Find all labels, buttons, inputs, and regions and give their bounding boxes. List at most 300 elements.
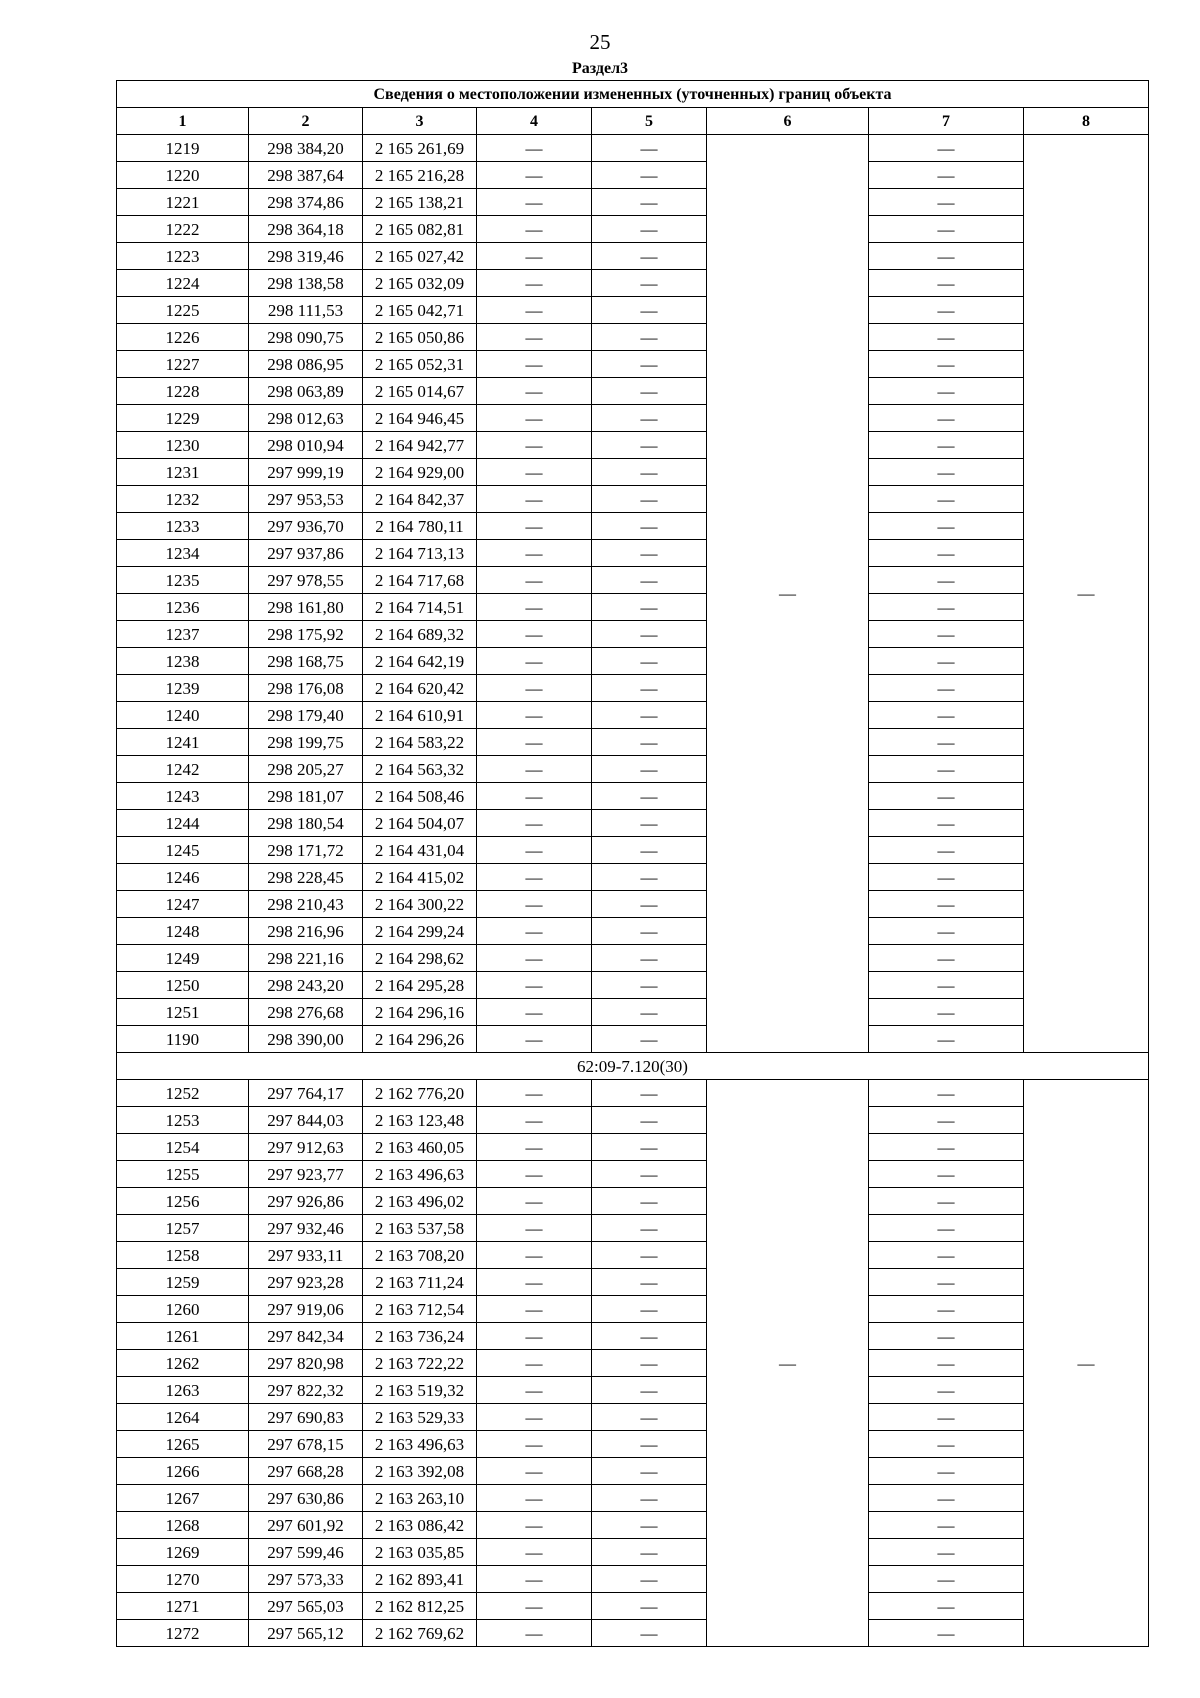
col4-dash: — [477,1026,592,1053]
col4-dash: — [477,1080,592,1107]
col7-dash: — [869,1350,1024,1377]
col5-dash: — [592,675,707,702]
col5-dash: — [592,1350,707,1377]
y-coordinate: 2 164 610,91 [363,702,477,729]
x-coordinate: 298 171,72 [249,837,363,864]
col5-dash: — [592,297,707,324]
x-coordinate: 297 933,11 [249,1242,363,1269]
column-header: 6 [707,108,869,135]
y-coordinate: 2 164 508,46 [363,783,477,810]
table-row [117,405,1149,432]
table-row [117,1242,1149,1269]
col5-dash: — [592,405,707,432]
y-coordinate: 2 164 929,00 [363,459,477,486]
table-row [117,1215,1149,1242]
point-number: 1246 [117,864,249,891]
y-coordinate: 2 164 296,26 [363,1026,477,1053]
point-number: 1224 [117,270,249,297]
y-coordinate: 2 164 300,22 [363,891,477,918]
x-coordinate: 297 599,46 [249,1539,363,1566]
table-body [117,135,1149,1647]
col4-dash: — [477,1458,592,1485]
col4-dash: — [477,864,592,891]
col7-dash: — [869,162,1024,189]
col7-dash: — [869,459,1024,486]
table-row [117,243,1149,270]
x-coordinate: 298 374,86 [249,189,363,216]
col7-dash: — [869,1404,1024,1431]
table-row [117,1188,1149,1215]
point-number: 1227 [117,351,249,378]
col4-dash: — [477,270,592,297]
y-coordinate: 2 163 519,32 [363,1377,477,1404]
point-number: 1226 [117,324,249,351]
point-number: 1252 [117,1080,249,1107]
col7-dash: — [869,837,1024,864]
col4-dash: — [477,729,592,756]
y-coordinate: 2 165 052,31 [363,351,477,378]
col7-dash: — [869,810,1024,837]
y-coordinate: 2 163 537,58 [363,1215,477,1242]
point-number: 1263 [117,1377,249,1404]
x-coordinate: 298 319,46 [249,243,363,270]
table-row [117,459,1149,486]
col5-dash: — [592,1269,707,1296]
table-row [117,162,1149,189]
point-number: 1244 [117,810,249,837]
table-row [117,1269,1149,1296]
col4-dash: — [477,1350,592,1377]
col4-dash: — [477,621,592,648]
table-row [117,783,1149,810]
col7-dash: — [869,1431,1024,1458]
x-coordinate: 297 919,06 [249,1296,363,1323]
boundary-coordinates-table [116,80,1149,1647]
table-row [117,135,1149,162]
table-row [117,432,1149,459]
col7-dash: — [869,891,1024,918]
col7-dash: — [869,1458,1024,1485]
col5-dash: — [592,486,707,513]
x-coordinate: 298 243,20 [249,972,363,999]
table-row [117,1404,1149,1431]
y-coordinate: 2 163 708,20 [363,1242,477,1269]
col7-dash: — [869,216,1024,243]
col5-dash: — [592,459,707,486]
y-coordinate: 2 163 035,85 [363,1539,477,1566]
col7-dash: — [869,1107,1024,1134]
x-coordinate: 298 086,95 [249,351,363,378]
table-row [117,1107,1149,1134]
point-number: 1255 [117,1161,249,1188]
y-coordinate: 2 164 620,42 [363,675,477,702]
y-coordinate: 2 163 712,54 [363,1296,477,1323]
y-coordinate: 2 165 138,21 [363,189,477,216]
col4-dash: — [477,1539,592,1566]
table-row [117,675,1149,702]
point-number: 1233 [117,513,249,540]
col7-dash: — [869,702,1024,729]
col5-dash: — [592,864,707,891]
col4-dash: — [477,945,592,972]
point-number: 1248 [117,918,249,945]
x-coordinate: 298 161,80 [249,594,363,621]
y-coordinate: 2 163 529,33 [363,1404,477,1431]
col5-dash: — [592,1080,707,1107]
x-coordinate: 297 764,17 [249,1080,363,1107]
x-coordinate: 297 923,77 [249,1161,363,1188]
col5-dash: — [592,243,707,270]
x-coordinate: 297 912,63 [249,1134,363,1161]
col4-dash: — [477,486,592,513]
col5-dash: — [592,1485,707,1512]
y-coordinate: 2 164 431,04 [363,837,477,864]
point-number: 1241 [117,729,249,756]
col4-dash: — [477,1593,592,1620]
col4-dash: — [477,1269,592,1296]
col5-dash: — [592,621,707,648]
col7-dash: — [869,1269,1024,1296]
point-number: 1268 [117,1512,249,1539]
col5-dash: — [592,135,707,162]
col7-dash: — [869,729,1024,756]
col4-dash: — [477,783,592,810]
col7-dash: — [869,675,1024,702]
col5-dash: — [592,756,707,783]
col4-dash: — [477,1377,592,1404]
col4-dash: — [477,513,592,540]
y-coordinate: 2 164 504,07 [363,810,477,837]
col7-dash: — [869,972,1024,999]
col5-dash: — [592,351,707,378]
cadastral-number: 62:09-7.120(30) [117,1053,1149,1080]
col7-dash: — [869,270,1024,297]
x-coordinate: 298 176,08 [249,675,363,702]
column-header: 5 [592,108,707,135]
col5-dash: — [592,216,707,243]
col4-dash: — [477,1296,592,1323]
x-coordinate: 298 010,94 [249,432,363,459]
col7-dash: — [869,405,1024,432]
col7-dash: — [869,567,1024,594]
col4-dash: — [477,702,592,729]
col7-dash: — [869,864,1024,891]
col4-dash: — [477,1620,592,1647]
table-row [117,567,1149,594]
col4-dash: — [477,1161,592,1188]
col5-dash: — [592,837,707,864]
x-coordinate: 298 384,20 [249,135,363,162]
table-row [117,324,1149,351]
table-row [117,729,1149,756]
point-number: 1250 [117,972,249,999]
col4-dash: — [477,1431,592,1458]
x-coordinate: 297 690,83 [249,1404,363,1431]
col7-dash: — [869,756,1024,783]
x-coordinate: 298 216,96 [249,918,363,945]
col7-dash: — [869,351,1024,378]
col7-dash: — [869,378,1024,405]
y-coordinate: 2 165 032,09 [363,270,477,297]
col4-dash: — [477,1134,592,1161]
col4-dash: — [477,567,592,594]
table-title: Сведения о местоположении измененных (уточненных) границ объекта [117,81,1149,108]
y-coordinate: 2 164 299,24 [363,918,477,945]
y-coordinate: 2 163 263,10 [363,1485,477,1512]
col4-dash: — [477,837,592,864]
col4-dash: — [477,1485,592,1512]
table-row [117,1134,1149,1161]
point-number: 1242 [117,756,249,783]
x-coordinate: 298 205,27 [249,756,363,783]
col5-dash: — [592,1296,707,1323]
table-row [117,702,1149,729]
col7-dash: — [869,513,1024,540]
col6-merged-dash: — [707,135,869,1053]
table-row [117,1458,1149,1485]
col4-dash: — [477,540,592,567]
table-row [117,1350,1149,1377]
col7-dash: — [869,1242,1024,1269]
point-number: 1243 [117,783,249,810]
col7-dash: — [869,594,1024,621]
x-coordinate: 297 842,34 [249,1323,363,1350]
x-coordinate: 297 668,28 [249,1458,363,1485]
y-coordinate: 2 163 123,48 [363,1107,477,1134]
col5-dash: — [592,162,707,189]
col8-merged-dash: — [1024,1080,1149,1647]
table-row [117,486,1149,513]
col7-dash: — [869,432,1024,459]
col4-dash: — [477,405,592,432]
x-coordinate: 297 926,86 [249,1188,363,1215]
point-number: 1234 [117,540,249,567]
col5-dash: — [592,594,707,621]
col5-dash: — [592,810,707,837]
col4-dash: — [477,216,592,243]
y-coordinate: 2 164 942,77 [363,432,477,459]
col7-dash: — [869,1485,1024,1512]
column-header: 3 [363,108,477,135]
col7-dash: — [869,1566,1024,1593]
col5-dash: — [592,999,707,1026]
col7-dash: — [869,1593,1024,1620]
col7-dash: — [869,324,1024,351]
table-row [117,999,1149,1026]
col4-dash: — [477,1107,592,1134]
point-number: 1266 [117,1458,249,1485]
point-number: 1247 [117,891,249,918]
point-number: 1190 [117,1026,249,1053]
point-number: 1223 [117,243,249,270]
col5-dash: — [592,891,707,918]
col5-dash: — [592,1620,707,1647]
x-coordinate: 298 179,40 [249,702,363,729]
col6-merged-dash: — [707,1080,869,1647]
point-number: 1235 [117,567,249,594]
col5-dash: — [592,945,707,972]
x-coordinate: 298 199,75 [249,729,363,756]
col4-dash: — [477,297,592,324]
col7-dash: — [869,243,1024,270]
table-row [117,189,1149,216]
x-coordinate: 298 221,16 [249,945,363,972]
col7-dash: — [869,1026,1024,1053]
col4-dash: — [477,594,592,621]
point-number: 1230 [117,432,249,459]
x-coordinate: 297 953,53 [249,486,363,513]
col4-dash: — [477,648,592,675]
col7-dash: — [869,1080,1024,1107]
point-number: 1229 [117,405,249,432]
col4-dash: — [477,918,592,945]
x-coordinate: 297 923,28 [249,1269,363,1296]
col4-dash: — [477,1188,592,1215]
y-coordinate: 2 165 050,86 [363,324,477,351]
point-number: 1260 [117,1296,249,1323]
col7-dash: — [869,1161,1024,1188]
x-coordinate: 298 090,75 [249,324,363,351]
y-coordinate: 2 165 216,28 [363,162,477,189]
column-header-row [117,108,1149,135]
table-row [117,513,1149,540]
table-row [117,891,1149,918]
y-coordinate: 2 163 711,24 [363,1269,477,1296]
x-coordinate: 298 390,00 [249,1026,363,1053]
col5-dash: — [592,1566,707,1593]
col7-dash: — [869,783,1024,810]
x-coordinate: 298 138,58 [249,270,363,297]
point-number: 1225 [117,297,249,324]
col5-dash: — [592,189,707,216]
table-row [117,918,1149,945]
point-number: 1253 [117,1107,249,1134]
col5-dash: — [592,1512,707,1539]
col4-dash: — [477,378,592,405]
col5-dash: — [592,1134,707,1161]
col7-dash: — [869,1215,1024,1242]
col5-dash: — [592,702,707,729]
table-row [117,351,1149,378]
col7-dash: — [869,1296,1024,1323]
x-coordinate: 297 822,32 [249,1377,363,1404]
y-coordinate: 2 163 392,08 [363,1458,477,1485]
y-coordinate: 2 165 014,67 [363,378,477,405]
col5-dash: — [592,270,707,297]
point-number: 1270 [117,1566,249,1593]
point-number: 1258 [117,1242,249,1269]
y-coordinate: 2 163 496,02 [363,1188,477,1215]
point-number: 1240 [117,702,249,729]
x-coordinate: 298 387,64 [249,162,363,189]
point-number: 1219 [117,135,249,162]
point-number: 1251 [117,999,249,1026]
col5-dash: — [592,324,707,351]
column-header: 8 [1024,108,1149,135]
col7-dash: — [869,1539,1024,1566]
y-coordinate: 2 164 689,32 [363,621,477,648]
col5-dash: — [592,1404,707,1431]
table-row [117,1296,1149,1323]
point-number: 1222 [117,216,249,243]
point-number: 1238 [117,648,249,675]
x-coordinate: 297 565,12 [249,1620,363,1647]
y-coordinate: 2 163 496,63 [363,1161,477,1188]
x-coordinate: 297 937,86 [249,540,363,567]
x-coordinate: 297 630,86 [249,1485,363,1512]
point-number: 1249 [117,945,249,972]
col4-dash: — [477,756,592,783]
col5-dash: — [592,648,707,675]
col5-dash: — [592,1215,707,1242]
group-header-row [117,1053,1149,1080]
col4-dash: — [477,162,592,189]
table-row [117,1026,1149,1053]
point-number: 1231 [117,459,249,486]
y-coordinate: 2 164 563,32 [363,756,477,783]
point-number: 1261 [117,1323,249,1350]
table-row [117,1620,1149,1647]
y-coordinate: 2 164 717,68 [363,567,477,594]
y-coordinate: 2 165 261,69 [363,135,477,162]
x-coordinate: 298 175,92 [249,621,363,648]
table-row [117,810,1149,837]
table-row [117,594,1149,621]
y-coordinate: 2 165 042,71 [363,297,477,324]
table-row [117,621,1149,648]
table-row [117,1539,1149,1566]
point-number: 1267 [117,1485,249,1512]
x-coordinate: 298 111,53 [249,297,363,324]
y-coordinate: 2 163 496,63 [363,1431,477,1458]
table-row [117,1593,1149,1620]
y-coordinate: 2 164 298,62 [363,945,477,972]
col4-dash: — [477,1215,592,1242]
table-row [117,1431,1149,1458]
y-coordinate: 2 162 893,41 [363,1566,477,1593]
col7-dash: — [869,1188,1024,1215]
col4-dash: — [477,1512,592,1539]
y-coordinate: 2 164 415,02 [363,864,477,891]
col5-dash: — [592,432,707,459]
table-row [117,1377,1149,1404]
y-coordinate: 2 164 295,28 [363,972,477,999]
x-coordinate: 297 844,03 [249,1107,363,1134]
col4-dash: — [477,1323,592,1350]
col4-dash: — [477,324,592,351]
col5-dash: — [592,540,707,567]
col7-dash: — [869,621,1024,648]
x-coordinate: 297 936,70 [249,513,363,540]
table-row [117,270,1149,297]
col5-dash: — [592,1539,707,1566]
x-coordinate: 298 210,43 [249,891,363,918]
col5-dash: — [592,729,707,756]
table-row [117,756,1149,783]
y-coordinate: 2 162 776,20 [363,1080,477,1107]
col5-dash: — [592,567,707,594]
col4-dash: — [477,972,592,999]
y-coordinate: 2 164 642,19 [363,648,477,675]
col5-dash: — [592,1458,707,1485]
table-row [117,1323,1149,1350]
table-row [117,972,1149,999]
col5-dash: — [592,918,707,945]
column-header: 2 [249,108,363,135]
x-coordinate: 297 565,03 [249,1593,363,1620]
col4-dash: — [477,1566,592,1593]
col5-dash: — [592,1161,707,1188]
